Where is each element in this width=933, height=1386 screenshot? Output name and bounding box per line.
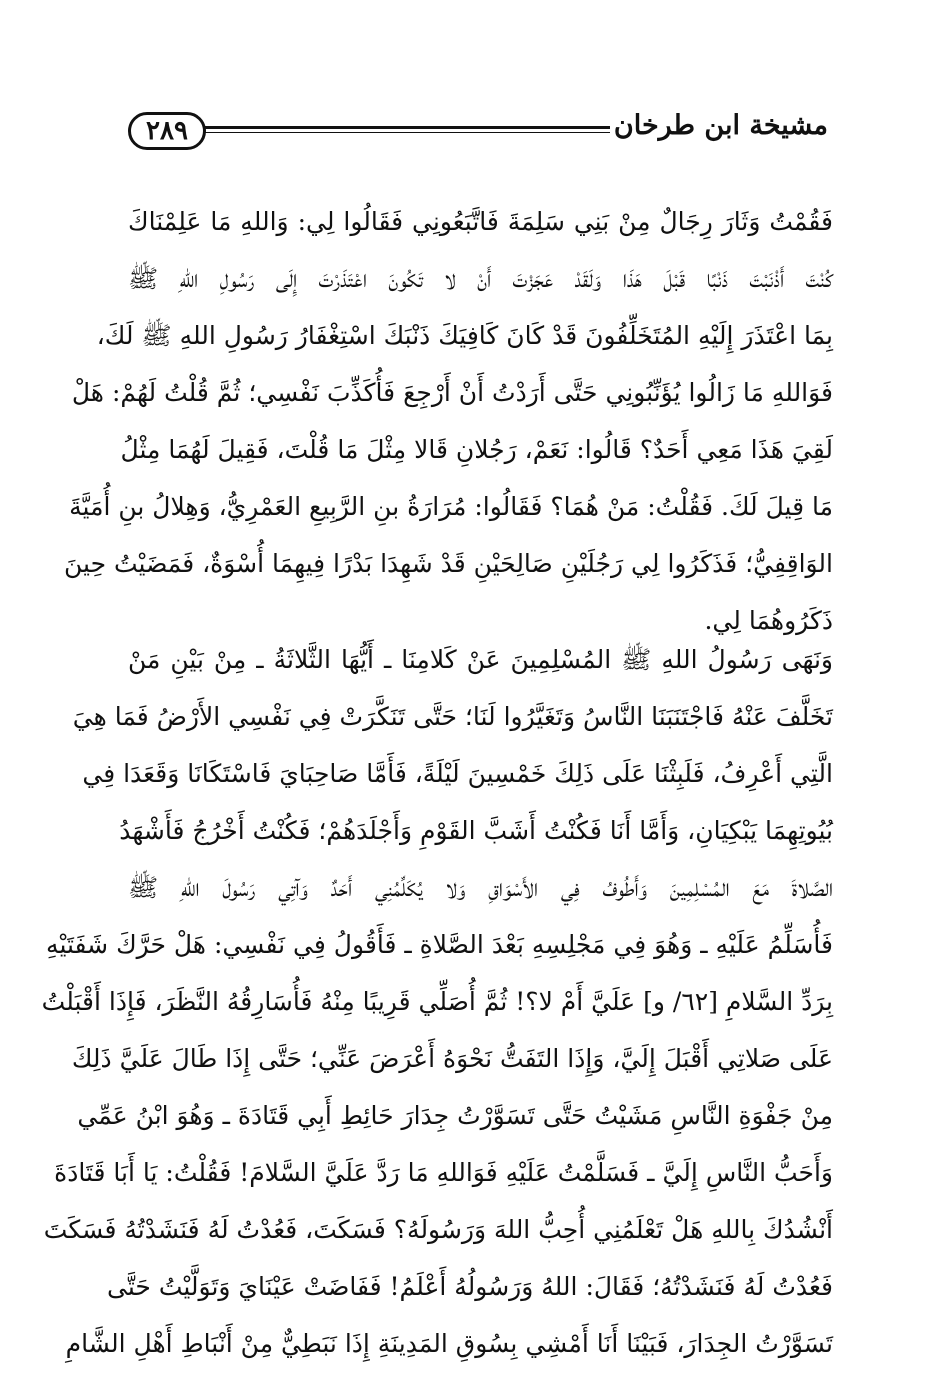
text-line: فَوَاللهِ مَا زَالُوا يُؤَنِّبُونِي حَتَّى أَرَدْتُ أَنْ أَرْجِعَ فَأُكَذِّبَ نَفْسِي؛ ثُمَّ قُلْتُ لَهُمْ: هَلْ (71, 378, 833, 407)
page-header (128, 108, 828, 158)
text-line: لَقِيَ هَذَا مَعِي أَحَدٌ؟ قَالُوا: نَعَمْ، رَجُلانِ قَالا مِثْلَ مَا قُلْتَ، فَقِيلَ لَهُمَا مِثْلُ (120, 435, 833, 464)
text-line: تَسَوَّرْتُ الجِدَارَ، فَبَيْنَا أَنَا أَمْشِي بِسُوقِ المَدِينَةِ إِذَا نَبَطِيٌّ مِنْ أَنْبَاطِ أَهْلِ الشَّامِ (65, 1329, 833, 1358)
text-line: وَأَحَبُّ النَّاسِ إِلَيَّ ـ فَسَلَّمْتُ عَلَيْهِ فَوَاللهِ مَا رَدَّ عَلَيَّ السَّلامَ! فَقُلْتُ: يَا أَبَا قَتَادَةَ (54, 1158, 833, 1187)
paragraph-1 (64, 193, 833, 649)
text-line: بُيُوتِهِمَا يَبْكِيَانِ، وَأَمَّا أَنَا فَكُنْتُ أَشَبَّ القَوْمِ وَأَجْلَدَهُمْ؛ فَكُنْتُ أَخْرُجُ فَأَشْهَدُ (119, 816, 833, 845)
book-title: مشيخة ابن طرخان (613, 110, 828, 141)
text-line: عَلَى صَلاتِي أَقْبَلَ إِلَيَّ، وَإِذَا التَفَتُّ نَحْوَهُ أَعْرَضَ عَنِّي؛ حَتَّى إِذَا طَالَ عَلَيَّ ذَلِكَ (71, 1044, 833, 1073)
text-line: الصَّلاةَ مَعَ المُسْلِمِينَ وَأَطُوفُ فِي الأَسْوَاقِ وَلا يُكَلِّمُنِي أَحَدٌ وَآتِي رَسُولَ اللهِ ﷺ (128, 873, 833, 902)
text-line: وَنَهَى رَسُولُ اللهِ ﷺ المُسْلِمِينَ عَنْ كَلامِنَا ـ أَيُّهَا الثَّلاثَةُ ـ مِنْ بَيْنِ مَنْ (128, 645, 833, 674)
text-line: بِرَدِّ السَّلامِ [٦٢/ و] عَلَيَّ أَمْ لا؟! ثُمَّ أُصَلِّي قَرِيبًا مِنْهُ فَأُسَارِقُهُ النَّظَرَ، فَإِذَا أَقْبَلْتُ (41, 987, 833, 1016)
text-line: بِمَا اعْتَذَرَ إِلَيْهِ المُتَخَلِّفُونَ قَدْ كَانَ كَافِيَكَ ذَنْبَكَ اسْتِغْفَارُ رَسُولِ اللهِ ﷺ لَكَ، (96, 321, 833, 350)
text-line: فَعُدْتُ لَهُ فَنَشَدْتُهُ؛ فَقَالَ: اللهُ وَرَسُولُهُ أَعْلَمُ! فَفَاضَتْ عَيْنَايَ وَتَوَلَّيْتُ حَتَّى (107, 1272, 833, 1301)
page-number: ٢٨٩ (128, 112, 206, 150)
text-line: أَنْشُدُكَ بِاللهِ هَلْ تَعْلَمُنِي أُحِبُّ اللهَ وَرَسُولَهُ؟ فَسَكَتَ، فَعُدْتُ لَهُ فَنَشَدْتُهُ فَسَكَتَ (43, 1215, 833, 1244)
text-line: ذَكَرُوهُمَا لِي. (704, 606, 833, 635)
paragraph-2 (41, 631, 833, 1372)
text-line: مَا قِيلَ لَكَ. فَقُلْتُ: مَنْ هُمَا؟ فَقَالُوا: مُرَارَةُ بنِ الرَّبِيعِ العَمْرِيُّ، وَهِلالُ بنِ أُمَيَّةَ (69, 492, 833, 521)
text-line: تَخَلَّفَ عَنْهُ فَاجْتَنَبَنَا النَّاسُ وَتَغَيَّرُوا لَنَا؛ حَتَّى تَنَكَّرَتْ فِي نَفْسِي الأَرْضُ فَمَا هِيَ (72, 702, 833, 731)
text-line: فَأُسَلِّمُ عَلَيْهِ ـ وَهُوَ فِي مَجْلِسِهِ بَعْدَ الصَّلاةِ ـ فَأَقُولُ فِي نَفْسِي: هَلْ حَرَّكَ شَفَتَيْهِ (46, 930, 833, 959)
text-line: الوَاقِفِيُّ؛ فَذَكَرُوا لِي رَجُلَيْنِ صَالِحَيْنِ قَدْ شَهِدَا بَدْرًا فِيهِمَا أُسْوَةٌ، فَمَضَيْتُ حِينَ (64, 549, 833, 578)
text-line: فَقُمْتُ وَثَارَ رِجَالٌ مِنْ بَنِي سَلِمَةَ فَاتَّبَعُونِي فَقَالُوا لِي: وَاللهِ مَا عَلِمْنَاكَ (128, 207, 833, 236)
text-line: مِنْ جَفْوَةِ النَّاسِ مَشَيْتُ حَتَّى تَسَوَّرْتُ جِدَارَ حَائِطِ أَبِي قَتَادَةَ ـ وَهُوَ ابْنُ عَمِّي (77, 1101, 833, 1130)
text-line: الَّتِي أَعْرِفُ، فَلَبِثْنَا عَلَى ذَلِكَ خَمْسِينَ لَيْلَةً، فَأَمَّا صَاحِبَايَ فَاسْتَكَانَا وَقَعَدَا فِي (82, 759, 833, 788)
text-line: كُنْتَ أَذْنَبْتَ ذَنْبًا قَبْلَ هَذَا وَلَقَدْ عَجَزْتَ أَنْ لا تَكُونَ اعْتَذَرْتَ إِلَى رَسُولِ اللهِ ﷺ (128, 264, 833, 293)
header-divider (204, 126, 610, 133)
